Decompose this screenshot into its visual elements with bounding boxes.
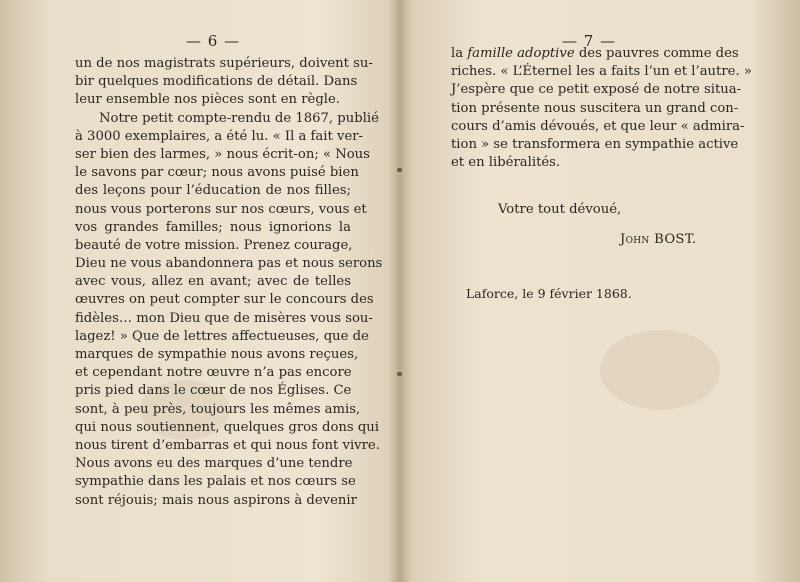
text-line: tion » se transformera en sympathie active	[451, 136, 739, 152]
text-line: et cependant notre œuvre n’a pas encore	[75, 365, 352, 381]
text-line: marques de sympathie nous avons reçues,	[75, 347, 359, 362]
text-line: nous tirent d’embarras et qui nous font vivre.	[75, 437, 380, 453]
text-line	[451, 45, 739, 63]
text-line: beauté de votre mission. Prenez courage,	[75, 237, 353, 253]
text-line: à 3000 exemplaires, a été lu. « Il a fait ver-	[75, 128, 364, 144]
page-number: — 7 —	[562, 32, 617, 50]
text-line: pris pied dans le cœur de nos Églises. Ce	[75, 383, 352, 399]
signature: John BOST.	[620, 232, 697, 247]
text-line: œuvres on peut compter sur le concours des	[75, 292, 374, 308]
text-line: et en libéralités.	[451, 155, 561, 171]
text-line: qui nous soutiennent, quelques gros dons qui	[75, 419, 380, 435]
text-line-prefix: la	[451, 46, 468, 61]
text-line: cours d’amis dévoués, et que leur « admira-	[451, 118, 745, 134]
text-line: sont, à peu près, toujours les mêmes amis,	[75, 401, 361, 417]
text-line: tion présente nous suscitera un grand con-	[451, 100, 739, 116]
text-line: sont réjouis; mais nous aspirons à devenir	[75, 492, 357, 508]
text-line: ser bien des larmes, » nous écrit-on; « Nous	[75, 146, 370, 162]
right-page-text	[451, 45, 752, 172]
left-page	[0, 0, 398, 582]
text-line: nous vous porterons sur nos cœurs, vous et	[75, 201, 367, 217]
right-page	[402, 0, 800, 582]
left-page-text	[75, 55, 383, 510]
text-line: leur ensemble nos pièces sont en règle.	[75, 92, 340, 108]
closing-salutation: Votre tout dévoué,	[498, 202, 622, 217]
text-line: fidèles… mon Dieu que de misères vous sou-	[75, 310, 373, 326]
text-line: Nous avons eu des marques d’une tendre	[75, 456, 353, 472]
text-line: riches. « L’Éternel les a faits l’un et l’autre. »	[451, 64, 752, 80]
text-line: le savons par cœur; nous avons puisé bien	[75, 165, 359, 181]
text-line-suffix: des pauvres comme des	[574, 46, 739, 61]
text-line: Dieu ne vous abandonnera pas et nous serons	[75, 256, 383, 272]
text-line: vos grandes familles; nous ignorions la	[75, 219, 351, 235]
text-line: lagez! » Que de lettres affectueuses, que de	[75, 328, 369, 344]
text-line: Notre petit compte-rendu de 1867, publié	[99, 110, 379, 126]
text-line: un de nos magistrats supérieurs, doivent su-	[75, 56, 373, 71]
text-line: sympathie dans les palais et nos cœurs se	[75, 474, 356, 490]
text-line: J’espère que ce petit exposé de notre situa-	[451, 82, 742, 98]
text-line: des leçons pour l’éducation de nos filles;	[75, 183, 351, 199]
place-date: Laforce, le 9 février 1868.	[466, 286, 632, 301]
text-line: avec vous, allez en avant; avec de telles	[75, 274, 351, 290]
page-number: — 6 —	[186, 32, 241, 50]
text-line: bir quelques modifications de détail. Dans	[75, 74, 358, 90]
italic-phrase: famille adoptive	[467, 46, 575, 61]
